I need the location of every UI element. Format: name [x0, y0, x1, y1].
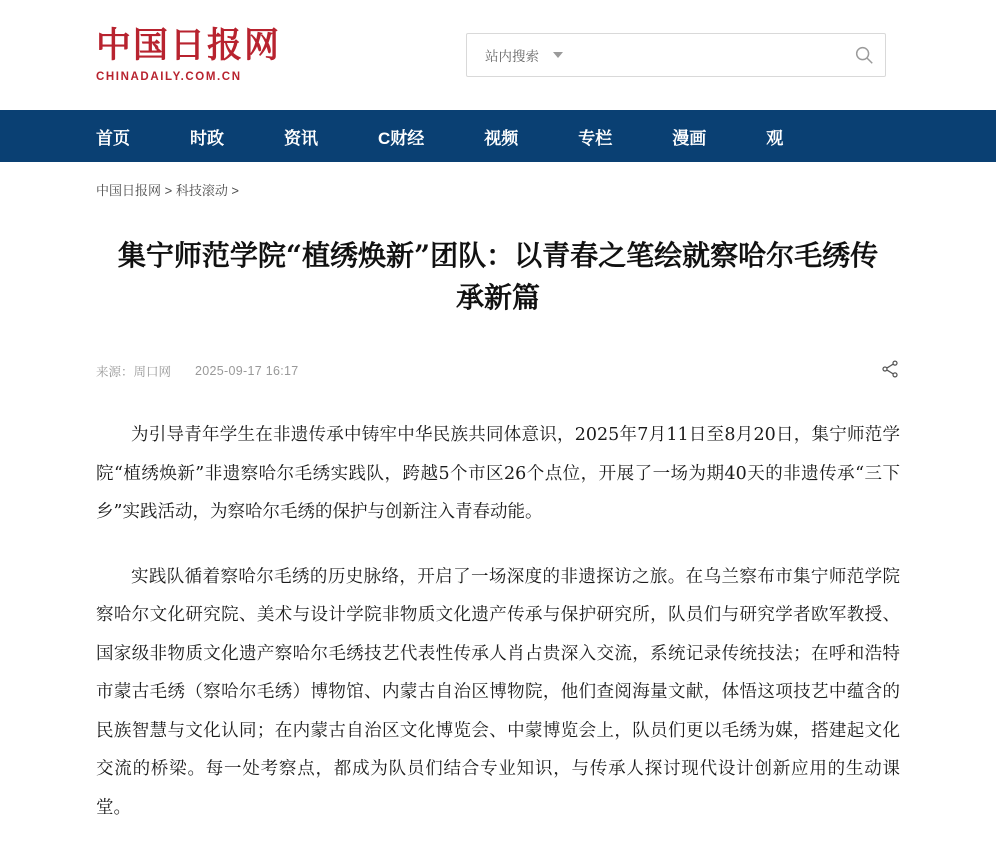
main-navigation — [0, 110, 996, 162]
article-paragraph: 实践队循着察哈尔毛绣的历史脉络，开启了一场深度的非遗探访之旅。在乌兰察布市集宁师范学院察哈尔文化研究院、美术与设计学院非物质文化遗产传承与保护研究所，队员们与研究学者欧军教授、国家级非物质文化遗产察哈尔毛绣技艺代表性传承人肖占贵深入交流，系统记录传统技法；在呼和浩特市蒙古毛绣（察哈尔毛绣）博物馆、内蒙古自治区博物院，他们查阅海量文献，体悟这项技艺中蕴含的民族智慧与文化认同；在内蒙古自治区文化博览会、中蒙博览会上，队员们更以毛绣为媒，搭建起文化交流的桥梁。每一处考察点，都成为队员们结合专业知识，与传承人探讨现代设计创新应用的生动课堂。 — [96, 566, 900, 818]
nav-item-2[interactable]: 资讯 — [284, 128, 318, 148]
article-paragraph: 为引导青年学生在非遗传承中铸牢中华民族共同体意识，2025年7月11日至8月20日，集宁师范学院“植绣焕新”非遗察哈尔毛绣实践队，跨越5个市区26个点位，开展了一场为期40天的非遗传承“三下乡”实践活动，为察哈尔毛绣的保护与创新注入青春动能。 — [96, 425, 900, 522]
search-bar[interactable] — [466, 33, 886, 77]
search-scope-select[interactable] — [467, 45, 563, 65]
article-meta — [96, 359, 900, 382]
site-header — [0, 0, 996, 110]
search-icon[interactable] — [843, 44, 885, 66]
logo-chinese-text: 中国日报网 — [96, 24, 282, 66]
article-source-label: 来源： — [96, 364, 134, 379]
nav-item-7[interactable]: 观 — [766, 128, 784, 148]
nav-item-1[interactable]: 时政 — [190, 128, 224, 148]
article-date: 2025-09-17 16:17 — [195, 363, 299, 378]
search-scope-label: 站内搜索 — [485, 49, 539, 64]
article-source — [96, 362, 171, 380]
nav-item-3[interactable]: C财经 — [378, 128, 425, 148]
breadcrumb-text: 中国日报网 > 科技滚动 > — [96, 183, 240, 198]
page-title: 集宁师范学院“植绣焕新”团队：以青春之笔绘就察哈尔毛绣传承新篇 — [117, 239, 879, 314]
nav-item-6[interactable]: 漫画 — [672, 128, 707, 148]
logo-english-text: CHINADAILY.COM.CN — [96, 71, 242, 84]
nav-item-0[interactable]: 首页 — [96, 128, 130, 148]
share-icon[interactable] — [880, 359, 900, 382]
article-source-name: 周口网 — [133, 364, 172, 379]
nav-item-5[interactable]: 专栏 — [578, 128, 613, 148]
article-container — [0, 235, 996, 827]
site-logo[interactable] — [96, 24, 396, 84]
nav-item-4[interactable]: 视频 — [484, 128, 519, 148]
breadcrumb[interactable] — [0, 162, 996, 199]
chevron-down-icon[interactable] — [553, 52, 563, 58]
